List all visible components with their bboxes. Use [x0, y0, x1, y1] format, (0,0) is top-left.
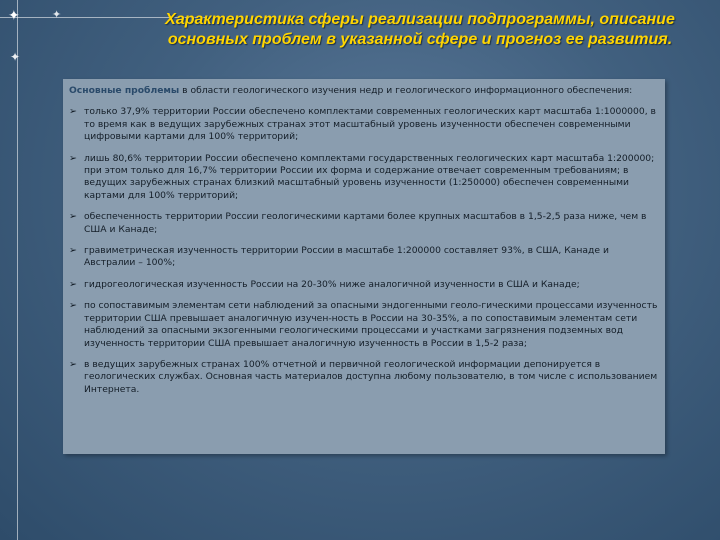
- list-item-text: лишь 80,6% территории России обеспечено комплектами государственных геологических карт масштаба 1:200000; при этом только для 16,7% территории России их форма и содержание отвечает современным требованиям; в ведущих зарубежных странах близкий масштабный уровень изученности (1:250000) обеспечен современными картами для 100% территорий;: [84, 152, 655, 201]
- intro-accent: Основные проблемы: [69, 85, 180, 96]
- arrow-bullet-icon: ➢: [69, 245, 77, 257]
- list-item-text: только 37,9% территории России обеспечено комплектами современных геологических карт масштаба 1:1000000, в то время как в ведущих зарубежных странах этот масштабный уровень изученности обеспечен современными цифровыми картами для 100% территорий;: [84, 106, 656, 143]
- list-item: [69, 106, 661, 143]
- arrow-bullet-icon: ➢: [69, 300, 77, 312]
- arrow-bullet-icon: ➢: [69, 278, 77, 290]
- list-item-text: гидрогеологическая изученность России на 20-30% ниже аналогичной изученности в США и Канаде;: [84, 278, 580, 290]
- slide-title: [150, 10, 690, 50]
- list-item: [69, 359, 661, 396]
- star-icon: ✦: [52, 9, 62, 21]
- list-item: [69, 279, 661, 291]
- list-item: [69, 245, 661, 270]
- title-line-1: Характеристика сферы реализации подпрограммы, описание: [165, 11, 675, 28]
- arrow-bullet-icon: ➢: [69, 152, 77, 164]
- title-line-2: основных проблем в указанной сфере и прогноз ее развития.: [167, 31, 673, 48]
- intro-paragraph: [69, 85, 661, 97]
- list-item-text: в ведущих зарубежных странах 100% отчетной и первичной геологической информации депонируется в геологических службах. Основная часть материалов доступна любому пользователю, в том числе с использованием Интернета.: [84, 358, 658, 395]
- arrow-bullet-icon: ➢: [69, 211, 77, 223]
- arrow-bullet-icon: ➢: [69, 358, 77, 370]
- content-text: [69, 85, 661, 405]
- list-item-text: обеспеченность территории России геологическими картами более крупных масштабов в 1,5-2,5 раза ниже, чем в США и Канаде;: [84, 211, 647, 235]
- list-item: [69, 211, 661, 236]
- list-item: [69, 300, 661, 350]
- list-item-text: гравиметрическая изученность территории России в масштабе 1:200000 составляет 93%, в США, Канаде и Австралии – 100%;: [84, 245, 609, 269]
- arrow-bullet-icon: ➢: [69, 106, 77, 118]
- star-icon: ✦: [10, 50, 21, 64]
- intro-text: в области геологического изучения недр и геологического информационного обеспечения:: [179, 85, 633, 96]
- star-icon: ✦: [8, 7, 20, 23]
- list-item: [69, 153, 661, 203]
- list-item-text: по сопоставимым элементам сети наблюдений за опасными эндогенными геоло-гическими процессами изученность территории США превышает аналогичную изучен-ность в России на 30-35%, а по сопоставимым элементам сети наблюдений за опасными экзогенными геологическими процессами и участками загрязнения подземных вод изученность территории США превышает аналогичную изученность в России в 1,5-2 раза;: [84, 300, 658, 349]
- decorative-vertical-line: [17, 0, 18, 540]
